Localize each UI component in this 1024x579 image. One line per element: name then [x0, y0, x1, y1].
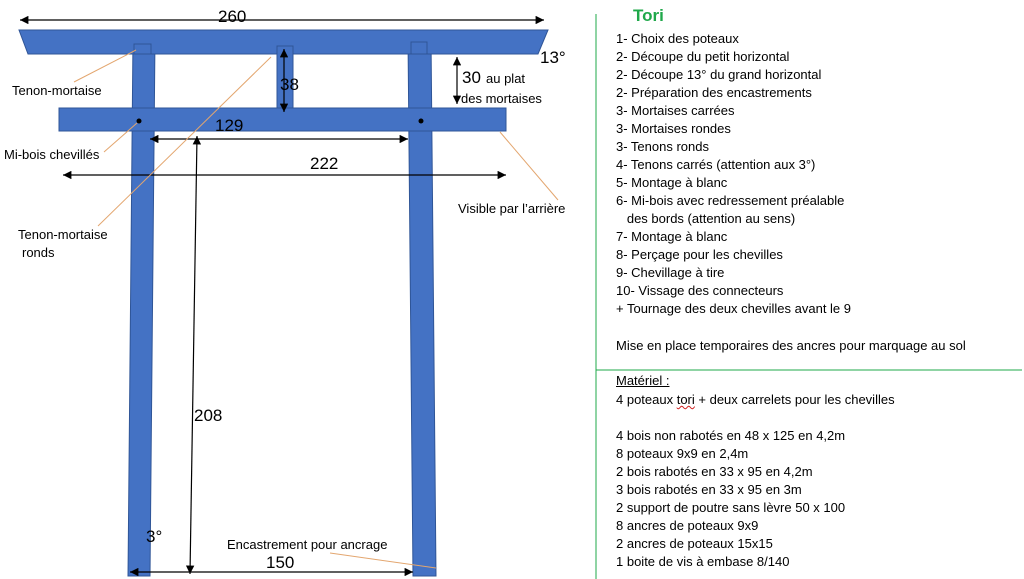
list-item: [616, 391, 895, 409]
list-item: 3- Mortaises rondes: [616, 121, 731, 136]
dim-222: 222: [310, 154, 339, 173]
label-mi-bois: Mi-bois chevillés: [4, 147, 100, 162]
leader-tenon-ronds: [98, 57, 271, 226]
list-item: + Tournage des deux chevilles avant le 9: [616, 301, 852, 316]
list-item: 6- Mi-bois avec redressement préalable: [616, 193, 845, 208]
list-item: 4 bois non rabotés en 48 x 125 en 4,2m: [616, 428, 846, 443]
dim-129: 129: [215, 116, 244, 135]
list-item: 8 poteaux 9x9 en 2,4m: [616, 446, 749, 461]
dim-208: 208: [194, 406, 223, 425]
dim-angle-3: 3°: [146, 527, 163, 546]
list-item: 9- Chevillage à tire: [616, 265, 725, 280]
label-tenon-ronds-2: ronds: [22, 245, 55, 260]
list-item: 2 support de poutre sans lèvre 50 x 100: [616, 500, 846, 515]
steps-list: [616, 30, 851, 318]
dim-150: 150: [266, 553, 295, 572]
dim-30: 30: [462, 68, 481, 87]
list-item: 1- Choix des poteaux: [616, 31, 739, 46]
list-item: 3- Mortaises carrées: [616, 103, 735, 118]
materials-list: [616, 391, 895, 571]
list-item: 1 boite de vis à embase 8/140: [616, 554, 790, 569]
dim-30-text-2: des mortaises: [461, 91, 542, 106]
lower-beam: [59, 108, 506, 131]
list-item: 2 ancres de poteaux 15x15: [616, 536, 773, 551]
peg-hole-left: [137, 119, 142, 124]
dim-line-208: [190, 136, 197, 574]
list-item: 4- Tenons carrés (attention aux 3°): [616, 157, 816, 172]
label-tenon-ronds-1: Tenon-mortaise: [18, 227, 108, 242]
leader-visible-arriere: [500, 132, 558, 200]
label-encastrement: Encastrement pour ancrage: [227, 537, 388, 552]
label-tenon-mortaise: Tenon-mortaise: [12, 83, 102, 98]
list-item: 10- Vissage des connecteurs: [616, 283, 784, 298]
spellcheck-word: tori: [676, 392, 695, 407]
list-item: 2 bois rabotés en 33 x 95 en 4,2m: [616, 464, 813, 479]
dim-38: 38: [280, 75, 299, 94]
list-item: 3- Tenons ronds: [616, 139, 709, 154]
dim-angle-13: 13°: [540, 48, 566, 67]
list-item: 2- Préparation des encastrements: [616, 85, 812, 100]
panel-title: Tori: [633, 6, 664, 25]
list-item: 8- Perçage pour les chevilles: [616, 247, 783, 262]
dim-260: 260: [218, 7, 247, 26]
leader-tenon-mortaise: [74, 50, 136, 82]
materials-first-post: + deux carrelets pour les chevilles: [694, 392, 895, 407]
list-item: 8 ancres de poteaux 9x9: [616, 518, 759, 533]
list-item: 2- Découpe 13° du grand horizontal: [616, 67, 822, 82]
dim-30-text-1: au plat: [486, 71, 526, 86]
list-item: 7- Montage à blanc: [616, 229, 728, 244]
note-text: Mise en place temporaires des ancres pour marquage au sol: [616, 338, 966, 353]
list-item: 5- Montage à blanc: [616, 175, 728, 190]
materials-first-pre: 4 poteaux: [616, 392, 677, 407]
list-item: des bords (attention au sens): [616, 211, 796, 226]
instructions-panel: [596, 0, 1024, 579]
materials-title: Matériel :: [616, 373, 670, 388]
peg-hole-right: [419, 119, 424, 124]
list-item: 2- Découpe du petit horizontal: [616, 49, 790, 64]
list-item: 3 bois rabotés en 33 x 95 en 3m: [616, 482, 802, 497]
label-visible-arriere: Visible par l’arrière: [458, 201, 566, 216]
